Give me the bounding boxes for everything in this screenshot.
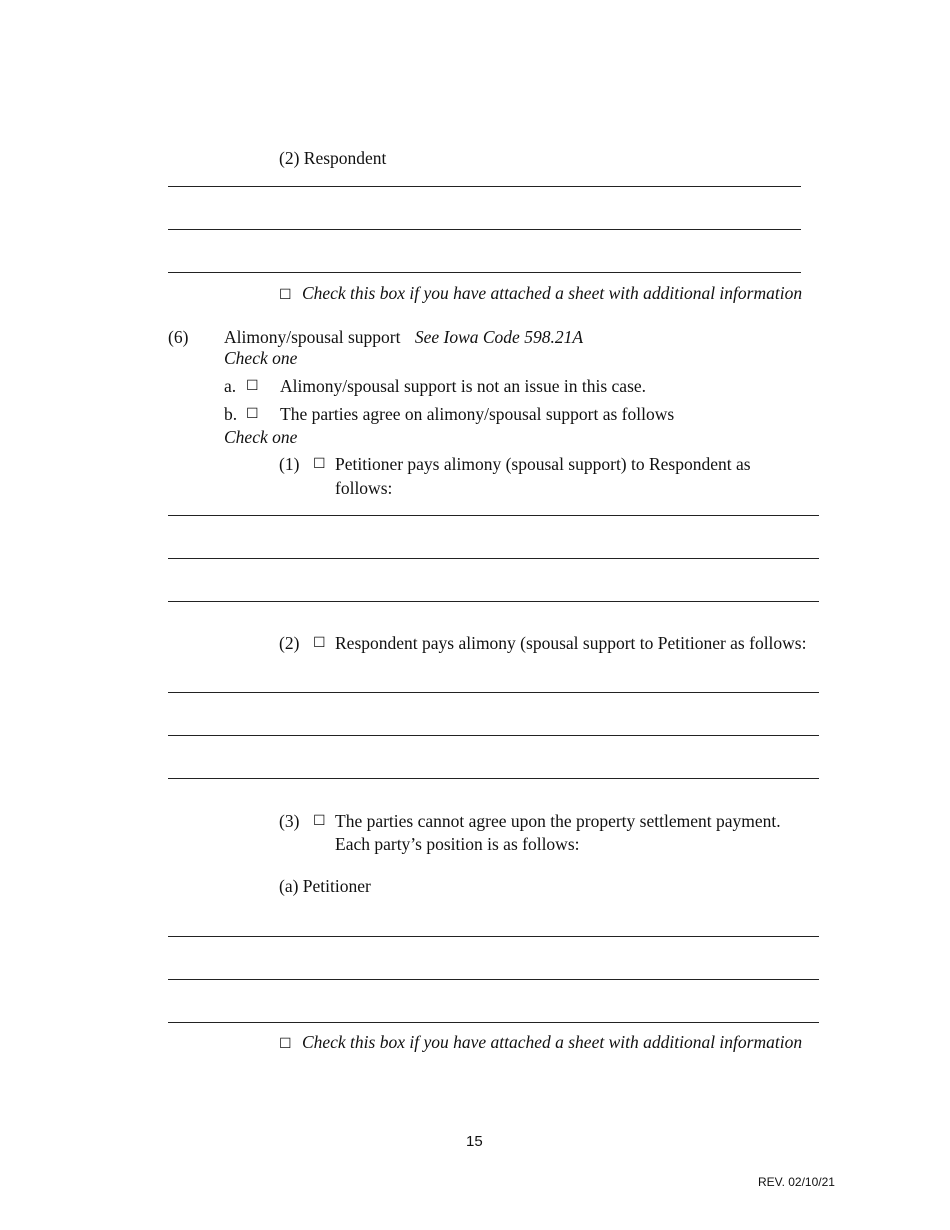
section-number: (6) <box>168 327 189 347</box>
respondent-attach-row <box>279 285 802 303</box>
respondent-answer-line-3[interactable] <box>168 272 801 273</box>
option-a-text: Alimony/spousal support is not an issue in this case. <box>280 376 647 396</box>
petitioner-answer-line-3[interactable] <box>168 1022 819 1023</box>
sub2-answer-line-3[interactable] <box>168 778 819 779</box>
check-one-label-b: Check one <box>224 427 298 447</box>
sub2-answer-line-2[interactable] <box>168 735 819 736</box>
sub2-number: (2) <box>279 633 300 653</box>
respondent-answer-line-2[interactable] <box>168 229 801 230</box>
sub1-text-line2: follows: <box>335 478 393 498</box>
petitioner-answer-line-2[interactable] <box>168 979 819 980</box>
page-number: 15 <box>466 1133 483 1150</box>
petitioner-answer-line-1[interactable] <box>168 936 819 937</box>
sub1-answer-line-1[interactable] <box>168 515 819 516</box>
sub1-answer-line-3[interactable] <box>168 601 819 602</box>
option-b-checkbox[interactable]: ☐ <box>246 406 259 422</box>
petitioner-label: (a) Petitioner <box>279 876 371 896</box>
respondent-answer-line-1[interactable] <box>168 186 801 187</box>
revision-date: REV. 02/10/21 <box>758 1175 835 1189</box>
sub1-number: (1) <box>279 454 300 474</box>
sub3-text-line2: Each party’s position is as follows: <box>335 834 580 854</box>
option-b-marker: b. <box>224 404 238 424</box>
sub2-answer-line-1[interactable] <box>168 692 819 693</box>
petitioner-attach-row <box>279 1034 802 1052</box>
attach-note: Check this box if you have attached a sheet with additional information <box>301 1032 803 1052</box>
attach-checkbox[interactable]: ☐ <box>279 287 292 303</box>
option-a-marker: a. <box>224 376 237 396</box>
option-a-checkbox[interactable]: ☐ <box>246 378 259 394</box>
attach-checkbox[interactable]: ☐ <box>279 1036 292 1052</box>
section-title-row <box>224 329 583 347</box>
code-reference: See Iowa Code 598.21A <box>414 327 584 347</box>
sub2-checkbox[interactable]: ☐ <box>313 635 326 651</box>
attach-note: Check this box if you have attached a sheet with additional information <box>301 283 803 303</box>
sub1-checkbox[interactable]: ☐ <box>313 456 326 472</box>
sub3-number: (3) <box>279 811 300 831</box>
sub1-answer-line-2[interactable] <box>168 558 819 559</box>
sub1-text-line1: Petitioner pays alimony (spousal support) to Respondent as <box>335 454 751 474</box>
section-title: Alimony/spousal support <box>224 327 401 347</box>
sub3-checkbox[interactable]: ☐ <box>313 813 326 829</box>
sub3-text-line1: The parties cannot agree upon the property settlement payment. <box>335 811 781 831</box>
respondent-label: (2) Respondent <box>279 148 387 168</box>
check-one-label: Check one <box>224 348 298 368</box>
sub2-text: Respondent pays alimony (spousal support to Petitioner as follows: <box>335 633 807 653</box>
option-b-text: The parties agree on alimony/spousal support as follows <box>280 404 675 424</box>
